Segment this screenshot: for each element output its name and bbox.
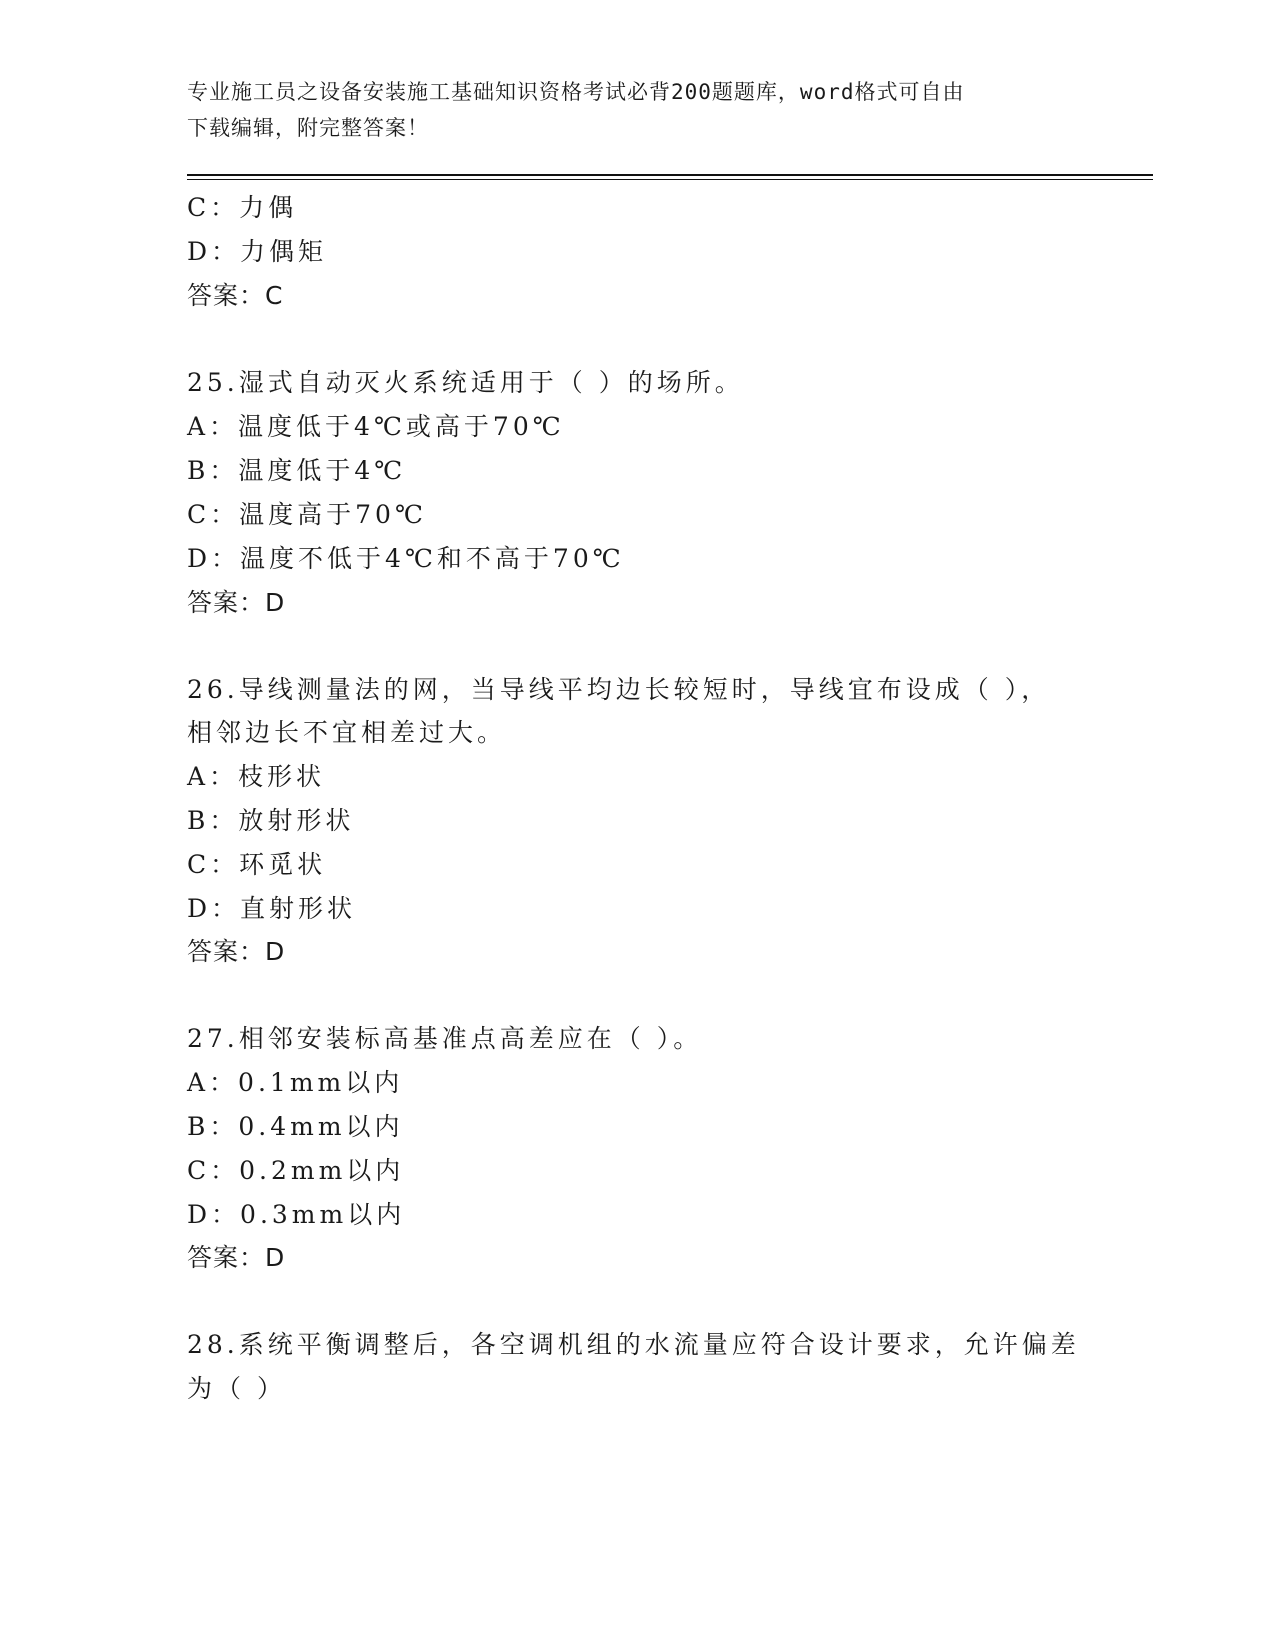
option-d: D：力偶矩 <box>187 237 328 266</box>
header-divider-thin <box>187 179 1153 180</box>
option-d: D：0.3mm以内 <box>187 1200 406 1229</box>
option-b: B：温度低于4℃ <box>187 456 407 485</box>
option-c: C：力偶 <box>187 193 298 222</box>
question-stem-cont: 为（ ） <box>187 1374 286 1403</box>
option-b: B：0.4mm以内 <box>187 1112 404 1141</box>
option-a: A：枝形状 <box>187 762 326 791</box>
question-stem-cont: 相邻边长不宜相差过大。 <box>187 718 507 747</box>
document-header <box>187 74 1067 146</box>
question-stem: 27.相邻安装标高基准点高差应在（ ）。 <box>187 1024 703 1053</box>
option-c: C：温度高于70℃ <box>187 500 427 529</box>
option-a: A：0.1mm以内 <box>187 1068 404 1097</box>
header-line-1: 专业施工员之设备安装施工基础知识资格考试必背200题题库，word格式可自由 <box>187 80 965 104</box>
answer-line: 答案：C <box>187 281 284 310</box>
answer-line: 答案：D <box>187 937 286 966</box>
option-d: D：直射形状 <box>187 894 357 923</box>
option-c: C：环觅状 <box>187 850 327 879</box>
option-b: B：放射形状 <box>187 806 355 835</box>
option-d: D：温度不低于4℃和不高于70℃ <box>187 544 625 573</box>
answer-line: 答案：D <box>187 588 286 617</box>
question-stem: 25.湿式自动灭火系统适用于（ ）的场所。 <box>187 368 744 397</box>
question-stem: 28.系统平衡调整后，各空调机组的水流量应符合设计要求，允许偏差 <box>187 1330 1080 1359</box>
question-stem: 26.导线测量法的网，当导线平均边长较短时，导线宜布设成（ ）， <box>187 675 1051 704</box>
answer-line: 答案：D <box>187 1243 286 1272</box>
option-c: C：0.2mm以内 <box>187 1156 405 1185</box>
option-a: A：温度低于4℃或高于70℃ <box>187 412 565 441</box>
header-divider-thick <box>187 174 1153 176</box>
header-line-2: 下载编辑，附完整答案！ <box>187 116 429 140</box>
